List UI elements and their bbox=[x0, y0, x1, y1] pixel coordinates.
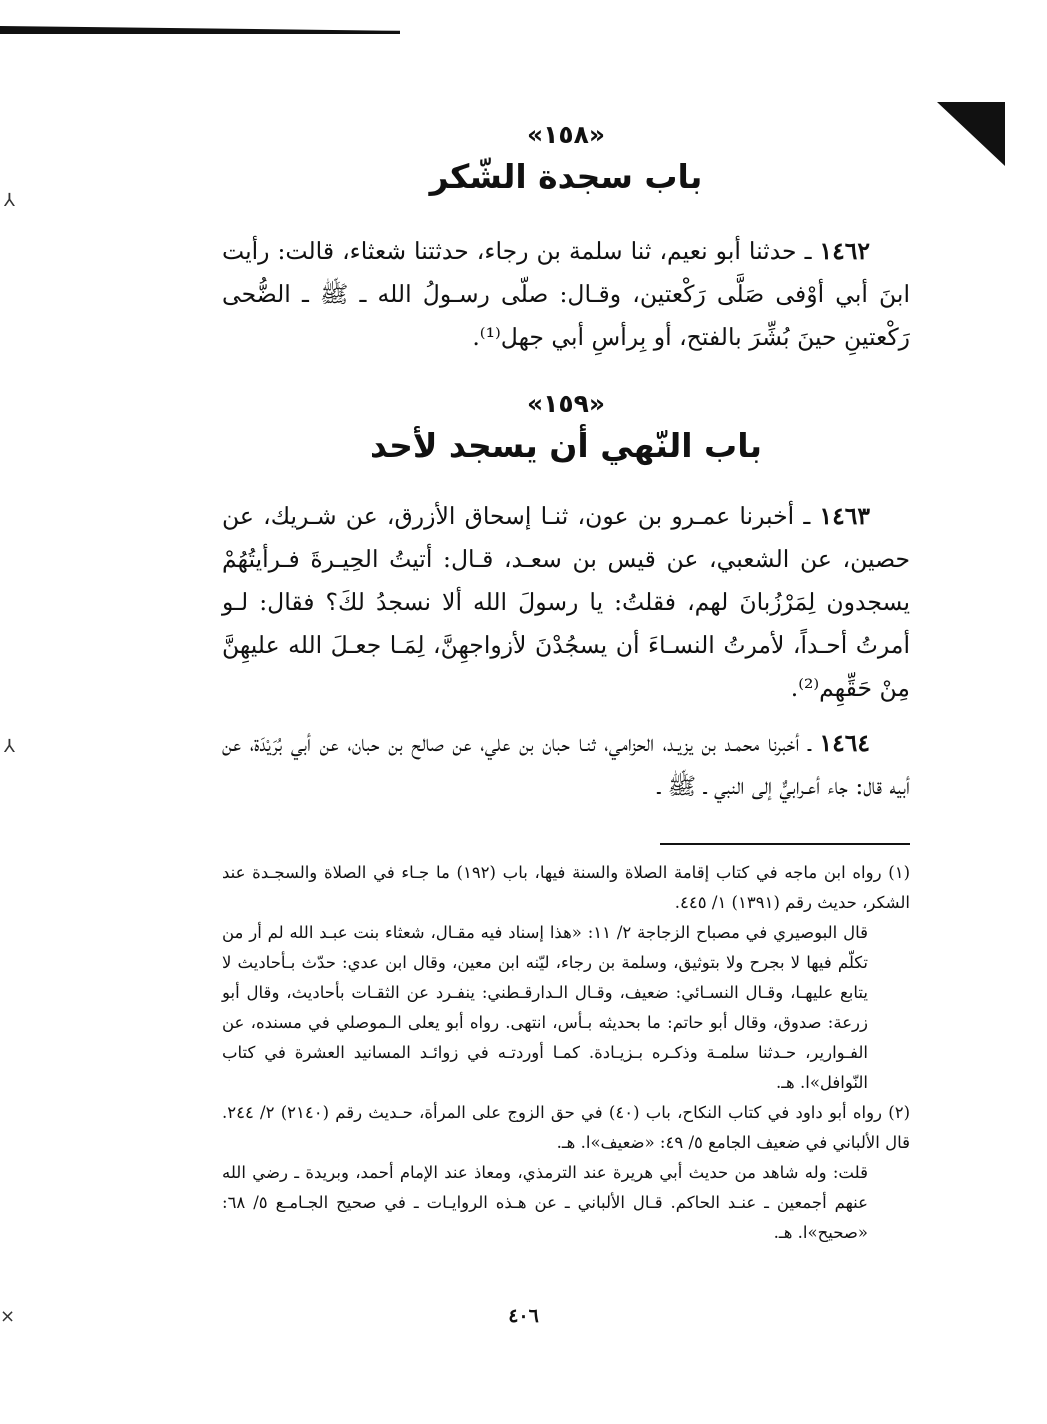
footnotes bbox=[222, 858, 910, 1248]
footnote-separator bbox=[660, 843, 910, 845]
scan-speck: ⅄ bbox=[4, 190, 15, 211]
hadith-1462 bbox=[222, 230, 910, 359]
scan-speck: ⨯ bbox=[0, 1306, 16, 1327]
chapter-title-159: باب النّهي أن يسجد لأحد bbox=[370, 426, 762, 465]
footnote-2 bbox=[222, 1098, 910, 1158]
hadith-number: ١٤٦٢ bbox=[819, 237, 870, 265]
hadith-text: ـ حدثنا أبو نعيم، ثنا سلمة بن رجاء، حدثتنا شعثاء، قالت: رأيت ابنَ أبي أوْفى صَلَّى رَكْعتين، وقـال: صلّى رسـولُ الله ـ ﷺ ـ الضُّحى رَكْعتينِ حينَ بُشِّرَ بالفتح، أو بِرأسِ أبي جهل⁽¹⁾. bbox=[222, 237, 910, 351]
hadith-1464 bbox=[222, 722, 910, 808]
chapter-number-158: «١٥٨» bbox=[526, 120, 606, 149]
hadith-number: ١٤٦٤ bbox=[819, 729, 870, 757]
hadith-text: ـ أخبرنا محمـد بن يزيـد، الحزامي، ثنـا حبان بن علي، عن صالح بن حبان، عن أبي بُرَيْدَة، عن أبيه قال: جاء أعـرابيٌّ إلى النبي ـ ﷺ ـ bbox=[222, 729, 910, 800]
chapter-title-158: باب سجدة الشّكر bbox=[429, 157, 703, 196]
hadith-1463 bbox=[222, 495, 910, 710]
page-body bbox=[222, 120, 910, 808]
scan-edge-bar bbox=[0, 26, 400, 34]
footnote-marker: (١) bbox=[888, 863, 910, 882]
page-number: ٤٠٦ bbox=[508, 1305, 539, 1327]
footnote-text: رواه أبو داود في كتاب النكاح، باب (٤٠) في حق الزوج على المرأة، حـديث رقم (٢١٤٠) ٢/ ٢٤٤. قال الألباني في ضعيف الجامع ٥/ ٤٩: «ضعيف»ا. هـ. bbox=[222, 1103, 910, 1152]
hadith-number: ١٤٦٣ bbox=[819, 502, 870, 530]
chapter-number-159: «١٥٩» bbox=[526, 389, 606, 418]
hadith-text: ـ أخبرنا عمـرو بن عون، ثنـا إسحاق الأزرق، عن شـريك، عن حصين، عن الشعبي، عن قيس بن سعـد، قـال: أتيتُ الحِيـرةَ فـرأيتُهُمْ يسجدون لِمَرْزُبانَ لهم، فقلتُ: يا رسولَ الله ألا نسجدُ لكَ؟ فقال: لـو أمرتُ أحـداً، لأمرتُ النسـاءَ أن يسجُدْنَ لأزواجهِنَّ، لِمَـا جعـلَ الله عليهِنَّ مِنْ حَقِّهِم⁽²⁾. bbox=[222, 502, 910, 702]
footnote-marker: (٢) bbox=[888, 1103, 910, 1122]
footnote-2-comment: قلت: وله شاهد من حديث أبي هريرة عند الترمذي، ومعاذ عند الإمام أحمد، وبريدة ـ رضي الله عنهم أجمعين ـ عنـد الحاكم. قـال الألباني ـ عن هـذه الروايـات ـ في صحيح الجـامـع ٥/ ٦٨: «صحيح»ا. هـ. bbox=[222, 1163, 868, 1242]
footnote-1-comment: قال البوصيري في مصباح الزجاجة ٢/ ١١: «هذا إسناد فيه مقـال، شعثاء بنت عبـد الله لم أر من تكلّم فيها لا بجرح ولا بتوثيق، وسلمة بن رجاء، ليّنه ابن معين، وقال ابن عدي: حدّث بـأحاديث لا يتابع عليهـا، وقـال النسـائي: ضعيف، وقـال الـدارقـطني: ينفـرد عن الثقـات بأحاديث، وقال أبو زرعة: صدوق، وقال أبو حاتم: ما بحديثه بـأس، انتهى. رواه أبو يعلى الـموصلي في مسنده، عن الفـوارير، حـدثنا سلمـة وذكـره بـزيـادة. كمـا أوردتـه في زوائـد المسانيد العشرة في كتاب النّوافل»ا. هـ. bbox=[222, 923, 868, 1092]
footnote-text: رواه ابن ماجه في كتاب إقامة الصلاة والسنة فيها، باب (١٩٢) ما جـاء في الصلاة والسجـدة عند الشكر، حديث رقم (١٣٩١) ١/ ٤٤٥. bbox=[222, 863, 910, 912]
scan-speck: ⅄ bbox=[4, 736, 15, 757]
scan-corner-mark bbox=[937, 102, 1005, 166]
footnote-1 bbox=[222, 858, 910, 918]
